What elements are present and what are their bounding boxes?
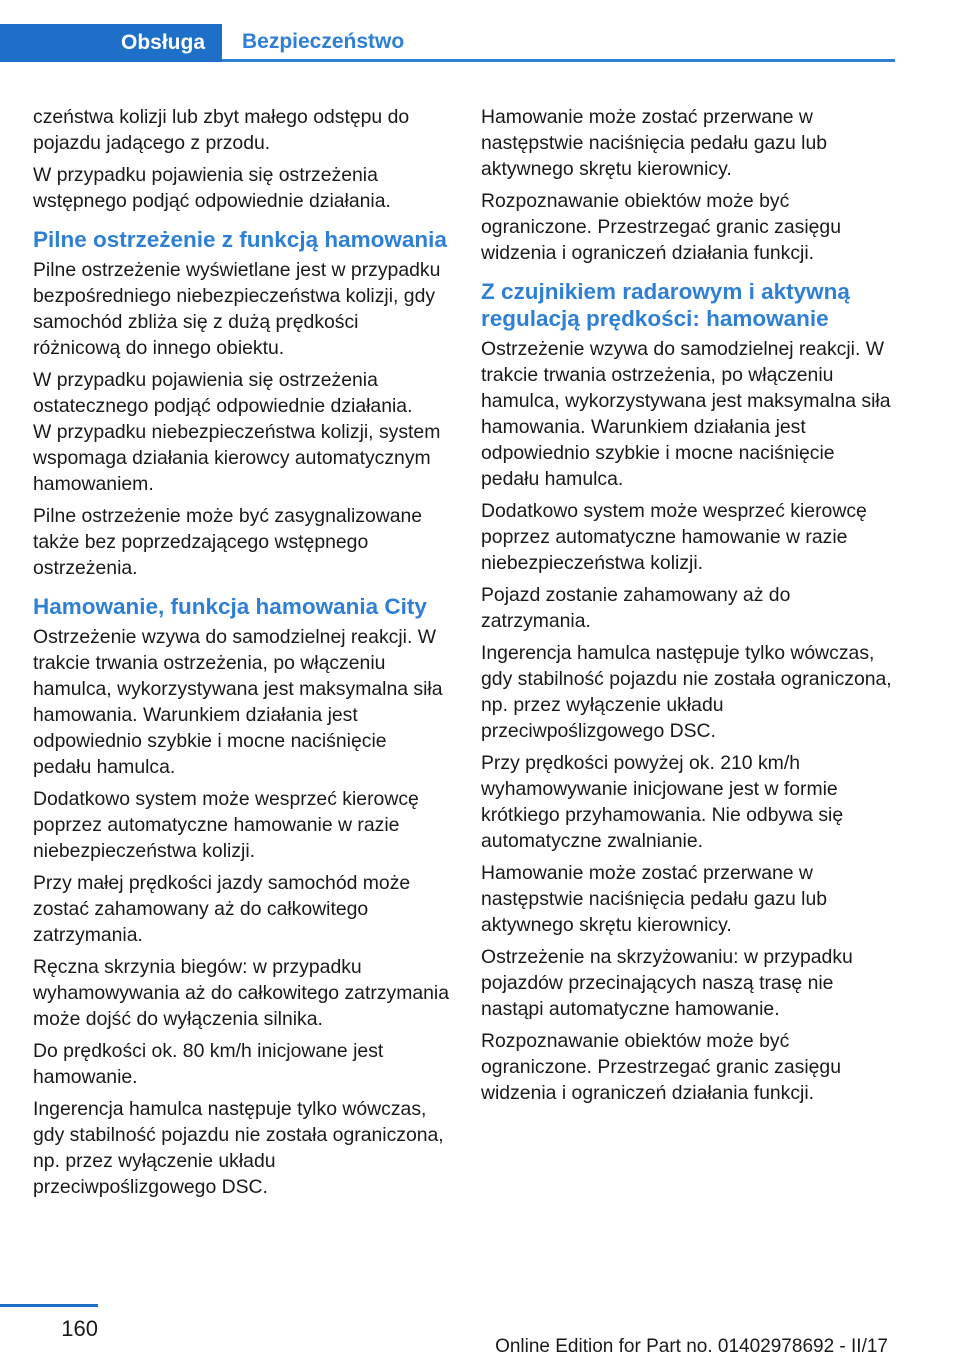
- left-column: [33, 104, 449, 1206]
- paragraph: Pilne ostrzeżenie może być zasygnalizowane także bez poprzedzającego wstępnego ostrzeżenia.: [33, 505, 423, 579]
- paragraph: Ingerencja hamulca następuje tylko wówczas, gdy stabilność pojazdu nie została ograniczona, np. przez wyłączenie układu przeciwpoślizgowego DSC.: [481, 642, 892, 742]
- paragraph: Ręczna skrzynia biegów: w przypadku wyhamowywania aż do całkowitego zatrzymania może dojść do wyłączenia silnika.: [33, 956, 450, 1030]
- paragraph: W przypadku niebezpieczeństwa kolizji, system wspomaga działania kierowcy automatycznym hamowaniem.: [33, 421, 441, 495]
- page-number-rule: [0, 1304, 98, 1307]
- section-heading: Hamowanie, funkcja hamowania City: [33, 594, 427, 619]
- right-column: [481, 104, 897, 1112]
- paragraph: Przy prędkości powyżej ok. 210 km/h wyhamowywanie inicjowane jest w formie krótkiego przyhamowania. Nie odbywa się automatyczne zwalnianie.: [481, 752, 844, 852]
- paragraph: Rozpoznawanie obiektów może być ograniczone. Przestrzegać granic zasięgu widzenia i ograniczeń działania funkcji.: [481, 1030, 841, 1104]
- tab-obsluga[interactable]: Obsługa: [0, 24, 222, 62]
- page-number: 160: [61, 1316, 98, 1341]
- paragraph: Dodatkowo system może wesprzeć kierowcę poprzez automatyczne hamowanie w razie niebezpieczeństwa kolizji.: [33, 788, 419, 862]
- edition-footer: Online Edition for Part no. 01402978692 - II/17: [495, 1336, 888, 1357]
- tab-bezpieczenstwo[interactable]: Bezpieczeństwo: [242, 29, 405, 53]
- paragraph: Hamowanie może zostać przerwane w następstwie naciśnięcia pedału gazu lub aktywnego skrętu kierownicy.: [481, 862, 828, 936]
- paragraph: Rozpoznawanie obiektów może być ograniczone. Przestrzegać granic zasięgu widzenia i ograniczeń działania funkcji.: [481, 190, 841, 264]
- paragraph: Pojazd zostanie zahamowany aż do zatrzymania.: [481, 584, 791, 632]
- section-tabs: [0, 24, 895, 62]
- paragraph: czeństwa kolizji lub zbyt małego odstępu do pojazdu jadącego z przodu.: [33, 106, 410, 154]
- paragraph: Ostrzeżenie wzywa do samodzielnej reakcji. W trakcie trwania ostrzeżenia, po włączeniu hamulca, wykorzystywana jest maksymalna siła hamowania. Warunkiem działania jest odpowiednio szybkie i mocne naciśnięcie pedału hamulca.: [481, 338, 891, 490]
- paragraph: Dodatkowo system może wesprzeć kierowcę poprzez automatyczne hamowanie w razie niebezpieczeństwa kolizji.: [481, 500, 867, 574]
- paragraph: Ingerencja hamulca następuje tylko wówczas, gdy stabilność pojazdu nie została ograniczona, np. przez wyłączenie układu przeciwpoślizgowego DSC.: [33, 1098, 444, 1198]
- paragraph: W przypadku pojawienia się ostrzeżenia wstępnego podjąć odpowiednie działania.: [33, 164, 391, 212]
- paragraph: Pilne ostrzeżenie wyświetlane jest w przypadku bezpośredniego niebezpieczeństwa kolizji, gdy samochód zbliża się z dużą prędkości różnicową do innego obiektu.: [33, 259, 441, 359]
- paragraph: Ostrzeżenie na skrzyżowaniu: w przypadku pojazdów przecinających naszą trasę nie nastąpi automatyczne hamowanie.: [481, 946, 853, 1020]
- paragraph: Przy małej prędkości jazdy samochód może zostać zahamowany aż do całkowitego zatrzymania.: [33, 872, 411, 946]
- paragraph: Ostrzeżenie wzywa do samodzielnej reakcji. W trakcie trwania ostrzeżenia, po włączeniu hamulca, wykorzystywana jest maksymalna siła hamowania. Warunkiem działania jest odpowiednio szybkie i mocne naciśnięcie pedału hamulca.: [33, 626, 443, 778]
- paragraph: Hamowanie może zostać przerwane w następstwie naciśnięcia pedału gazu lub aktywnego skrętu kierownicy.: [481, 106, 828, 180]
- paragraph: Do prędkości ok. 80 km/h inicjowane jest hamowanie.: [33, 1040, 384, 1088]
- tab-underline: [222, 59, 895, 62]
- section-heading: Pilne ostrzeżenie z funkcją hamowania: [33, 227, 447, 252]
- paragraph: W przypadku pojawienia się ostrzeżenia ostatecznego podjąć odpowiednie działania.: [33, 369, 413, 417]
- section-heading: Z czujnikiem radarowym i aktywną regulacją prędkości: hamowanie: [481, 279, 850, 331]
